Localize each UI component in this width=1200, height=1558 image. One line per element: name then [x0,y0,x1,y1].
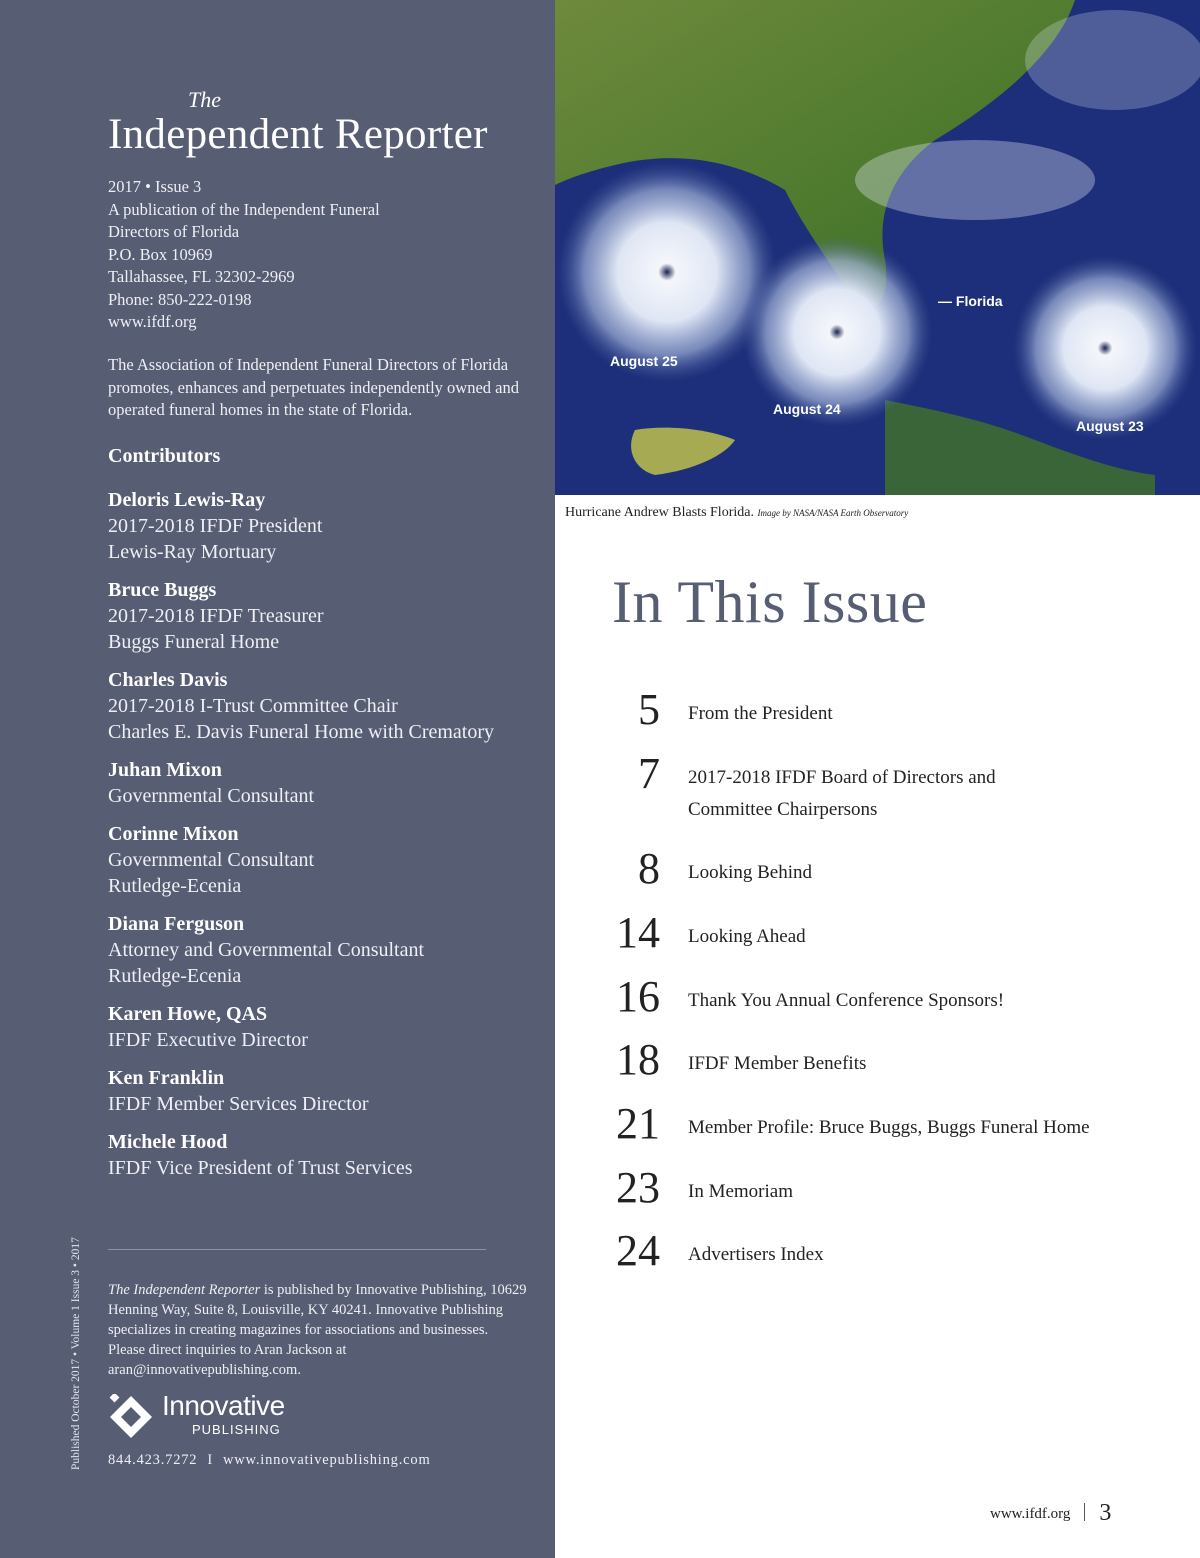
contributor-role: 2017-2018 IFDF Treasurer [108,605,324,627]
toc-title: IFDF Member Benefits [688,1053,867,1074]
label-august-23: August 23 [1076,418,1144,434]
contributor-name: Juhan Mixon [108,759,222,781]
contributor-org: Charles E. Davis Funeral Home with Crematory [108,721,495,743]
label-august-25: August 25 [610,353,678,369]
masthead-title: Independent Reporter [108,111,488,158]
publication-info [108,176,528,334]
po-box: P.O. Box 10969 [108,244,213,264]
contributor-role: 2017-2018 IFDF President [108,515,323,537]
innovative-publishing-logo [108,1390,308,1440]
toc-page-number: 24 [616,1226,660,1275]
city-line: Tallahassee, FL 32302-2969 [108,267,295,286]
publication-title-italic: The Independent Reporter [108,1282,261,1298]
toc-title: 2017-2018 IFDF Board of Directors and Committee Chairpersons [688,767,996,820]
contributor [108,667,538,745]
contributor-role: Attorney and Governmental Consultant [108,939,425,961]
publisher-statement [108,1280,528,1380]
toc-title: Looking Behind [688,862,813,883]
toc-page-number: 16 [616,972,660,1021]
mission-statement: The Association of Independent Funeral Directors of Florida promotes, enhances and perpetuates independently owned and operated funeral homes in the state of Florida. [108,355,519,419]
toc-title: From the President [688,703,833,724]
in-this-issue-heading: In This Issue [612,569,928,635]
logo-subtitle: PUBLISHING [192,1422,281,1437]
contributor [108,757,538,809]
contributor-name: Ken Franklin [108,1067,225,1089]
publisher-phone: 844.423.7272 [108,1452,198,1468]
label-florida: — Florida [938,293,1003,309]
contributor-role: Governmental Consultant [108,849,315,871]
publisher-contact [108,1452,431,1469]
phone-line: Phone: 850-222-0198 [108,289,252,309]
toc-page-number: 23 [616,1163,660,1212]
contact-separator: I [207,1452,213,1468]
toc-title: In Memoriam [688,1181,794,1202]
contributor [108,821,538,899]
contributor-role: IFDF Executive Director [108,1029,308,1051]
page-number: 3 [1099,1500,1112,1526]
contributor-org: Buggs Funeral Home [108,631,280,653]
footer-website-link[interactable]: www.ifdf.org [990,1506,1071,1522]
contributor [108,911,538,989]
masthead [108,88,528,158]
toc-title: Member Profile: Bruce Buggs, Buggs Funeral Home [688,1117,1090,1138]
contributor [108,1129,538,1181]
vertical-publication-note: Published October 2017 • Volume 1 Issue 3 • 2017 [70,1237,82,1470]
contributor-role: IFDF Member Services Director [108,1093,369,1115]
toc-title: Looking Ahead [688,926,806,947]
contributor-role: Governmental Consultant [108,785,315,807]
footer-separator [1084,1503,1085,1521]
contributor [108,577,538,655]
contributor [108,487,538,565]
label-august-24: August 24 [773,401,841,417]
caption-credit: Image by NASA/NASA Earth Observatory [757,508,909,518]
logo-wordmark: Innovative [162,1390,285,1421]
contributor-org: Lewis-Ray Mortuary [108,541,277,563]
logo-diamond-icon [108,1394,154,1440]
divider [108,1249,486,1250]
page-footer [990,1500,1111,1527]
toc-title: Advertisers Index [688,1244,824,1265]
publisher-line-1: A publication of the Independent Funeral [108,199,380,219]
contributor-role: 2017-2018 I-Trust Committee Chair [108,695,398,717]
contributor [108,1065,538,1117]
contributors-list [108,487,538,1193]
website-link[interactable]: www.ifdf.org [108,312,197,331]
contributor-role: IFDF Vice President of Trust Services [108,1157,413,1179]
contributor-name: Deloris Lewis-Ray [108,489,266,511]
toc-page-number: 7 [638,749,660,798]
masthead-the: The [188,87,221,112]
caption-text: Hurricane Andrew Blasts Florida. [565,505,754,520]
contributor-org: Rutledge-Ecenia [108,965,242,987]
contributor-name: Bruce Buggs [108,579,217,601]
toc-page-number: 14 [616,908,660,957]
toc-page-number: 5 [638,685,660,734]
toc-page-number: 8 [638,844,660,893]
contributor-name: Charles Davis [108,669,228,691]
issue-line: 2017 • Issue 3 [108,177,202,196]
publisher-website-link[interactable]: www.innovativepublishing.com [223,1452,431,1468]
contributor-org: Rutledge-Ecenia [108,875,242,897]
toc-title: Thank You Annual Conference Sponsors! [688,990,1005,1011]
publisher-line-2: Directors of Florida [108,222,240,241]
sidebar [0,0,555,1558]
photo-caption [565,505,908,521]
contributor-name: Michele Hood [108,1131,228,1153]
contributors-heading: Contributors [108,445,221,467]
contributor-name: Karen Howe, QAS [108,1003,268,1025]
contributor-name: Diana Ferguson [108,913,245,935]
publisher-text: is published by Innovative Publishing, 10629 Henning Way, Suite 8, Louisville, KY 40241. Innovative Publishing specializes in creating magazines for associations and businesses. Please direct inquiries to Aran Jackson at aran@innovativepublishing.com. [108,1282,527,1378]
contributor [108,1001,538,1053]
toc-page-number: 18 [616,1035,660,1084]
toc-page-number: 21 [616,1099,660,1148]
hurricane-satellite-image [555,0,1200,495]
contributor-name: Corinne Mixon [108,823,239,845]
